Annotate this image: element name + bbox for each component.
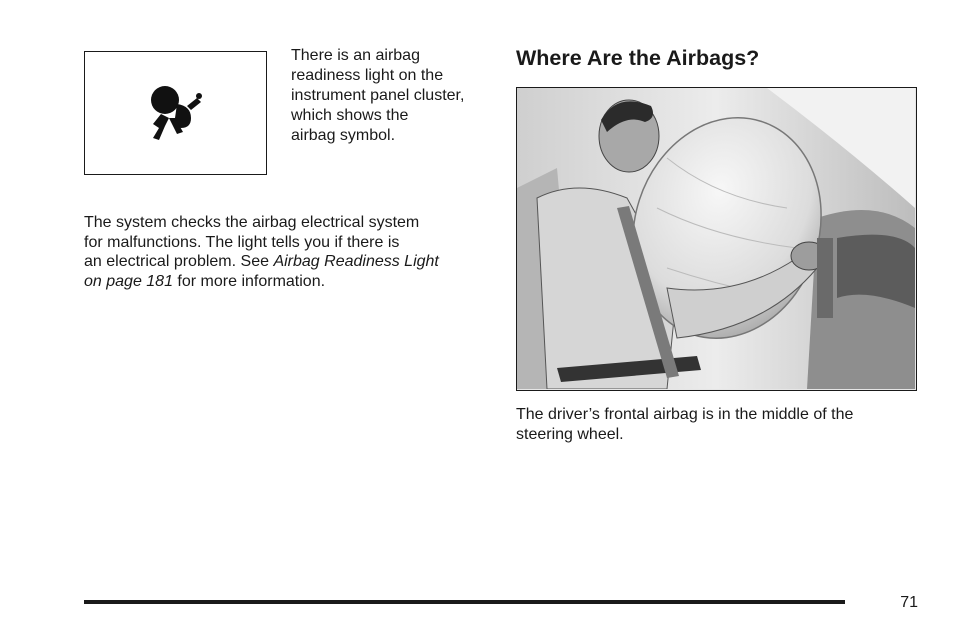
text-line: readiness light on the bbox=[291, 67, 444, 84]
text-fragment: for more information. bbox=[172, 272, 326, 290]
section-heading: Where Are the Airbags? bbox=[516, 46, 760, 70]
driver-frontal-airbag-illustration bbox=[516, 87, 917, 391]
text-line bbox=[84, 252, 494, 272]
airbag-symbol-icon bbox=[147, 84, 211, 144]
text-line: There is an airbag bbox=[291, 47, 420, 64]
text-fragment: an electrical problem. See bbox=[84, 253, 274, 270]
footer-rule bbox=[84, 600, 845, 604]
system-check-paragraph bbox=[84, 213, 494, 291]
page-number: 71 bbox=[900, 594, 918, 611]
text-line: for malfunctions. The light tells you if there is bbox=[84, 233, 400, 251]
illustration-caption bbox=[516, 405, 926, 445]
indicator-description bbox=[291, 46, 496, 146]
cross-reference-link-page[interactable]: on page 181 bbox=[84, 272, 173, 290]
airbag-indicator-box bbox=[84, 51, 267, 175]
text-line: instrument panel cluster, bbox=[291, 87, 465, 104]
text-line: steering wheel. bbox=[516, 426, 624, 443]
text-line: which shows the bbox=[291, 107, 409, 124]
cross-reference-link[interactable]: Airbag Readiness Light bbox=[273, 253, 439, 270]
text-line: The driver’s frontal airbag is in the middle of the bbox=[516, 406, 854, 423]
text-line: The system checks the airbag electrical system bbox=[84, 214, 420, 231]
text-line: airbag symbol. bbox=[291, 127, 396, 144]
text-line bbox=[84, 272, 494, 292]
